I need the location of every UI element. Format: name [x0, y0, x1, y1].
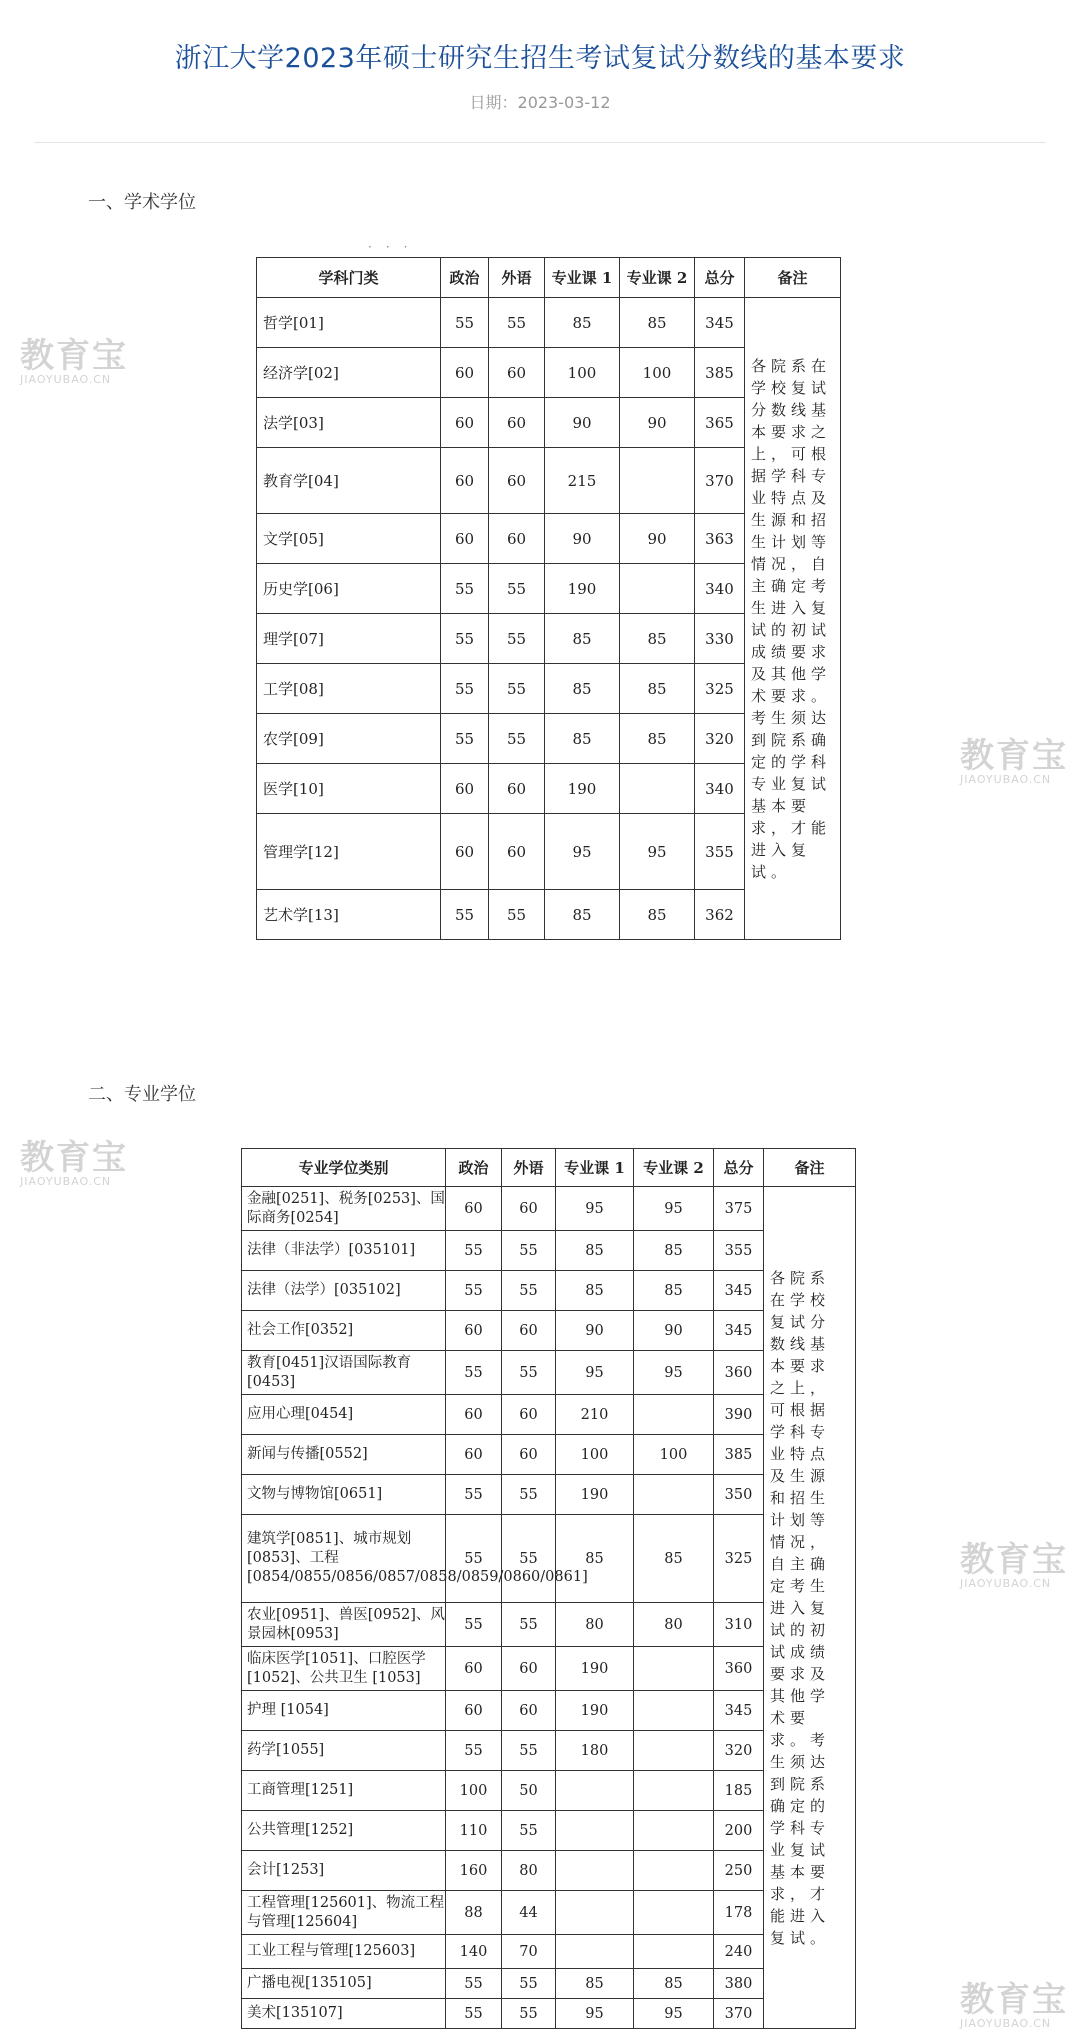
col-header-course1: 专业课 1 [556, 1149, 634, 1187]
cell-course2: 80 [634, 1603, 714, 1647]
cell-politics: 60 [441, 448, 489, 514]
cell-course1: 215 [545, 448, 620, 514]
cell-course1: 190 [556, 1691, 634, 1731]
row-name: 历史学[06] [257, 564, 441, 614]
cell-course2: 85 [620, 298, 695, 348]
row-name: 医学[10] [257, 764, 441, 814]
row-name: 法律（非法学）[035101] [242, 1231, 446, 1271]
cell-language: 60 [489, 398, 545, 448]
cell-language: 55 [502, 1231, 556, 1271]
cell-language: 60 [489, 448, 545, 514]
cell-course2: 85 [620, 664, 695, 714]
row-name: 文学[05] [257, 514, 441, 564]
col-header-politics: 政治 [441, 258, 489, 298]
table-row [242, 1187, 856, 1231]
cell-language: 60 [502, 1311, 556, 1351]
watermark-logo: 教育宝 JIAOYUBAO.CN [20, 1138, 128, 1188]
cell-course1: 95 [556, 1351, 634, 1395]
cell-course1: 95 [556, 1999, 634, 2029]
cell-course1: 80 [556, 1603, 634, 1647]
cell-language: 44 [502, 1891, 556, 1935]
col-header-course1: 专业课 1 [545, 258, 620, 298]
cell-politics: 60 [441, 514, 489, 564]
cell-politics: 55 [446, 1603, 502, 1647]
cell-course1: 100 [556, 1435, 634, 1475]
table-row [242, 1231, 856, 1271]
date-value: 2023-03-12 [517, 93, 611, 112]
date-label: 日期： [469, 93, 518, 112]
cell-total: 325 [714, 1515, 764, 1603]
cell-language: 55 [502, 1603, 556, 1647]
col-header-total: 总分 [695, 258, 745, 298]
col-header-course2: 专业课 2 [620, 258, 695, 298]
section-title-professional: 二、专业学位 [88, 1084, 196, 1105]
cell-politics: 55 [446, 1999, 502, 2029]
row-name: 工程管理[125601]、物流工程与管理[125604] [242, 1891, 446, 1935]
cell-politics: 60 [446, 1395, 502, 1435]
cell-total: 370 [695, 448, 745, 514]
cell-language: 55 [502, 1731, 556, 1771]
cell-course2: 95 [634, 1187, 714, 1231]
cell-language: 55 [489, 890, 545, 940]
table-row [242, 1969, 856, 1999]
cell-course1: 190 [545, 764, 620, 814]
cell-course2: 85 [634, 1515, 714, 1603]
cell-language: 55 [502, 1811, 556, 1851]
cell-total: 385 [714, 1435, 764, 1475]
col-header-course2: 专业课 2 [634, 1149, 714, 1187]
cell-course1: 85 [556, 1271, 634, 1311]
cell-total: 340 [695, 564, 745, 614]
cell-politics: 55 [441, 664, 489, 714]
cell-language: 60 [502, 1395, 556, 1435]
cell-language: 60 [502, 1691, 556, 1731]
cell-course2 [634, 1771, 714, 1811]
table-row [242, 1271, 856, 1311]
watermark-logo: 教育宝 JIAOYUBAO.CN [960, 1980, 1068, 2030]
cell-course2: 100 [634, 1435, 714, 1475]
cell-total: 320 [714, 1731, 764, 1771]
cell-total: 365 [695, 398, 745, 448]
col-header-note: 备注 [764, 1149, 856, 1187]
cell-course1 [556, 1851, 634, 1891]
cell-course1: 85 [556, 1969, 634, 1999]
cell-course1 [556, 1935, 634, 1969]
academic-score-table [256, 257, 841, 940]
cell-politics: 60 [441, 398, 489, 448]
row-name: 美术[135107] [242, 1999, 446, 2029]
cell-course1: 85 [545, 890, 620, 940]
row-name: 新闻与传播[0552] [242, 1435, 446, 1475]
cell-politics: 55 [441, 714, 489, 764]
table-header-row [242, 1149, 856, 1187]
table-row [242, 1647, 856, 1691]
table-row [242, 1731, 856, 1771]
cell-course1: 90 [545, 514, 620, 564]
cell-total: 355 [695, 814, 745, 890]
cell-language: 55 [489, 664, 545, 714]
cell-course2 [634, 1935, 714, 1969]
cell-total: 345 [714, 1311, 764, 1351]
page-title: 浙江大学2023年硕士研究生招生考试复试分数线的基本要求 [174, 43, 906, 74]
cell-language: 55 [489, 614, 545, 664]
watermark-logo: 教育宝 JIAOYUBAO.CN [960, 1540, 1068, 1590]
row-name: 教育[0451]汉语国际教育[0453] [242, 1351, 446, 1395]
row-name: 药学[1055] [242, 1731, 446, 1771]
cell-politics: 55 [446, 1731, 502, 1771]
cell-course1: 180 [556, 1731, 634, 1771]
table-row [242, 1351, 856, 1395]
cell-language: 55 [502, 1475, 556, 1515]
cell-course1: 190 [556, 1475, 634, 1515]
cell-course1: 85 [545, 714, 620, 764]
cell-politics: 88 [446, 1891, 502, 1935]
cell-course2: 85 [620, 890, 695, 940]
cell-total: 362 [695, 890, 745, 940]
cell-course1: 95 [556, 1187, 634, 1231]
cell-total: 330 [695, 614, 745, 664]
cell-total: 310 [714, 1603, 764, 1647]
cell-course2 [620, 564, 695, 614]
cell-course2 [634, 1475, 714, 1515]
decorative-dots: ··· [368, 240, 422, 254]
cell-language: 55 [489, 298, 545, 348]
col-header-politics: 政治 [446, 1149, 502, 1187]
cell-total: 345 [714, 1691, 764, 1731]
cell-course2: 90 [634, 1311, 714, 1351]
cell-politics: 60 [441, 348, 489, 398]
cell-course1: 85 [545, 664, 620, 714]
table-row [242, 1691, 856, 1731]
cell-course2: 85 [620, 714, 695, 764]
cell-total: 340 [695, 764, 745, 814]
cell-total: 320 [695, 714, 745, 764]
row-name: 应用心理[0454] [242, 1395, 446, 1435]
cell-language: 55 [502, 1351, 556, 1395]
cell-course1: 190 [556, 1647, 634, 1691]
cell-politics: 60 [441, 814, 489, 890]
row-name: 工商管理[1251] [242, 1771, 446, 1811]
cell-politics: 110 [446, 1811, 502, 1851]
cell-politics: 55 [441, 298, 489, 348]
cell-politics: 55 [441, 564, 489, 614]
cell-language: 60 [489, 764, 545, 814]
cell-course1: 90 [556, 1311, 634, 1351]
cell-total: 345 [695, 298, 745, 348]
cell-politics: 55 [446, 1969, 502, 1999]
cell-politics: 55 [446, 1475, 502, 1515]
table-row [242, 1851, 856, 1891]
cell-course2: 95 [620, 814, 695, 890]
row-name: 哲学[01] [257, 298, 441, 348]
cell-language: 50 [502, 1771, 556, 1811]
row-name: 艺术学[13] [257, 890, 441, 940]
cell-total: 240 [714, 1935, 764, 1969]
cell-course2 [634, 1731, 714, 1771]
watermark-logo: 教育宝 JIAOYUBAO.CN [960, 736, 1068, 786]
cell-language: 60 [502, 1187, 556, 1231]
cell-politics: 55 [446, 1271, 502, 1311]
cell-course2 [634, 1691, 714, 1731]
cell-course1: 85 [545, 298, 620, 348]
cell-politics: 100 [446, 1771, 502, 1811]
cell-politics: 55 [446, 1515, 502, 1603]
col-header-language: 外语 [502, 1149, 556, 1187]
cell-course2 [634, 1891, 714, 1935]
table-row [242, 1603, 856, 1647]
cell-course2 [634, 1395, 714, 1435]
row-name: 法律（法学）[035102] [242, 1271, 446, 1311]
col-header-note: 备注 [745, 258, 841, 298]
cell-total: 370 [714, 1999, 764, 2029]
cell-course1: 100 [545, 348, 620, 398]
cell-politics: 60 [446, 1311, 502, 1351]
cell-language: 70 [502, 1935, 556, 1969]
cell-total: 350 [714, 1475, 764, 1515]
cell-course2 [620, 448, 695, 514]
table-row [257, 298, 841, 348]
cell-politics: 55 [441, 890, 489, 940]
cell-total: 250 [714, 1851, 764, 1891]
row-name: 农业[0951]、兽医[0952]、风景园林[0953] [242, 1603, 446, 1647]
cell-course2: 85 [634, 1271, 714, 1311]
row-name: 法学[03] [257, 398, 441, 448]
watermark-logo: 教育宝 JIAOYUBAO.CN [20, 336, 128, 386]
table-row [242, 1935, 856, 1969]
cell-total: 185 [714, 1771, 764, 1811]
row-name: 金融[0251]、税务[0253]、国际商务[0254] [242, 1187, 446, 1231]
row-name: 会计[1253] [242, 1851, 446, 1891]
row-name: 管理学[12] [257, 814, 441, 890]
cell-language: 55 [502, 1271, 556, 1311]
col-header-total: 总分 [714, 1149, 764, 1187]
cell-language: 60 [489, 348, 545, 398]
cell-politics: 55 [446, 1351, 502, 1395]
cell-course2 [620, 764, 695, 814]
cell-total: 200 [714, 1811, 764, 1851]
cell-total: 360 [714, 1351, 764, 1395]
row-name: 公共管理[1252] [242, 1811, 446, 1851]
row-name: 教育学[04] [257, 448, 441, 514]
cell-politics: 60 [446, 1647, 502, 1691]
row-name: 理学[07] [257, 614, 441, 664]
cell-total: 390 [714, 1395, 764, 1435]
table-row [242, 1515, 856, 1603]
cell-total: 178 [714, 1891, 764, 1935]
academic-table-body [257, 298, 841, 940]
cell-language: 60 [489, 514, 545, 564]
cell-language: 55 [489, 564, 545, 614]
cell-language: 60 [502, 1435, 556, 1475]
cell-course2: 90 [620, 514, 695, 564]
cell-language: 55 [502, 1999, 556, 2029]
cell-course1 [556, 1811, 634, 1851]
cell-language: 55 [489, 714, 545, 764]
cell-politics: 160 [446, 1851, 502, 1891]
table-row [242, 1395, 856, 1435]
row-name: 广播电视[135105] [242, 1969, 446, 1999]
cell-politics: 60 [446, 1435, 502, 1475]
row-name: 护理 [1054] [242, 1691, 446, 1731]
cell-politics: 60 [441, 764, 489, 814]
cell-total: 385 [695, 348, 745, 398]
note-cell: 各院系在学校复试分数线基本要求之上，可根据学科专业特点及生源和招生计划等情况，自主确定考生进入复试的初试成绩要求及其他学术要求。考生须达到院系确定的学科专业复试基本要求，才能进入复试。 [764, 1187, 856, 2029]
row-name: 工学[08] [257, 664, 441, 714]
cell-course1 [556, 1771, 634, 1811]
row-name: 文物与博物馆[0651] [242, 1475, 446, 1515]
table-row [242, 1435, 856, 1475]
cell-politics: 60 [446, 1691, 502, 1731]
cell-politics: 140 [446, 1935, 502, 1969]
cell-total: 345 [714, 1271, 764, 1311]
cell-language: 60 [502, 1647, 556, 1691]
row-name: 临床医学[1051]、口腔医学[1052]、公共卫生 [1053] [242, 1647, 446, 1691]
cell-course1: 210 [556, 1395, 634, 1435]
cell-course2: 85 [634, 1231, 714, 1271]
col-header-subject: 学科门类 [257, 258, 441, 298]
col-header-degree-type: 专业学位类别 [242, 1149, 446, 1187]
cell-politics: 55 [441, 614, 489, 664]
professional-table-body [242, 1187, 856, 2029]
cell-course2: 95 [634, 1999, 714, 2029]
table-row [242, 1771, 856, 1811]
cell-politics: 60 [446, 1187, 502, 1231]
col-header-language: 外语 [489, 258, 545, 298]
cell-course1: 85 [545, 614, 620, 664]
row-name: 建筑学[0851]、城市规划[0853]、工程[0854/0855/0856/0857/0858/0859/0860/0861] [242, 1515, 446, 1603]
header-divider [34, 142, 1046, 143]
cell-course1 [556, 1891, 634, 1935]
cell-total: 363 [695, 514, 745, 564]
cell-course2 [634, 1811, 714, 1851]
cell-course2 [634, 1851, 714, 1891]
cell-course2: 90 [620, 398, 695, 448]
cell-course2: 85 [620, 614, 695, 664]
cell-language: 80 [502, 1851, 556, 1891]
table-header-row [257, 258, 841, 298]
table-row [242, 1311, 856, 1351]
cell-politics: 55 [446, 1231, 502, 1271]
cell-total: 325 [695, 664, 745, 714]
cell-language: 55 [502, 1515, 556, 1603]
cell-course2: 100 [620, 348, 695, 398]
cell-total: 375 [714, 1187, 764, 1231]
cell-course1: 190 [545, 564, 620, 614]
publish-date [0, 90, 1080, 113]
table-row [242, 1891, 856, 1935]
table-row [242, 1999, 856, 2029]
row-name: 工业工程与管理[125603] [242, 1935, 446, 1969]
row-name: 经济学[02] [257, 348, 441, 398]
cell-course1: 95 [545, 814, 620, 890]
cell-course1: 85 [556, 1515, 634, 1603]
cell-course2: 85 [634, 1969, 714, 1999]
cell-language: 60 [489, 814, 545, 890]
table-row [242, 1811, 856, 1851]
section-title-academic: 一、学术学位 [88, 192, 196, 213]
cell-total: 355 [714, 1231, 764, 1271]
cell-course1: 85 [556, 1231, 634, 1271]
table-row [242, 1475, 856, 1515]
note-cell: 各院系在学校复试分数线基本要求之上，可根据学科专业特点及生源和招生计划等情况，自主确定考生进入复试的初试成绩要求及其他学术要求。考生须达到院系确定的学科专业复试基本要求，才能进入复试。 [745, 298, 841, 940]
row-name: 社会工作[0352] [242, 1311, 446, 1351]
professional-score-table [241, 1148, 856, 2029]
row-name: 农学[09] [257, 714, 441, 764]
cell-course2: 95 [634, 1351, 714, 1395]
cell-language: 55 [502, 1969, 556, 1999]
cell-course2 [634, 1647, 714, 1691]
cell-total: 380 [714, 1969, 764, 1999]
cell-course1: 90 [545, 398, 620, 448]
cell-total: 360 [714, 1647, 764, 1691]
